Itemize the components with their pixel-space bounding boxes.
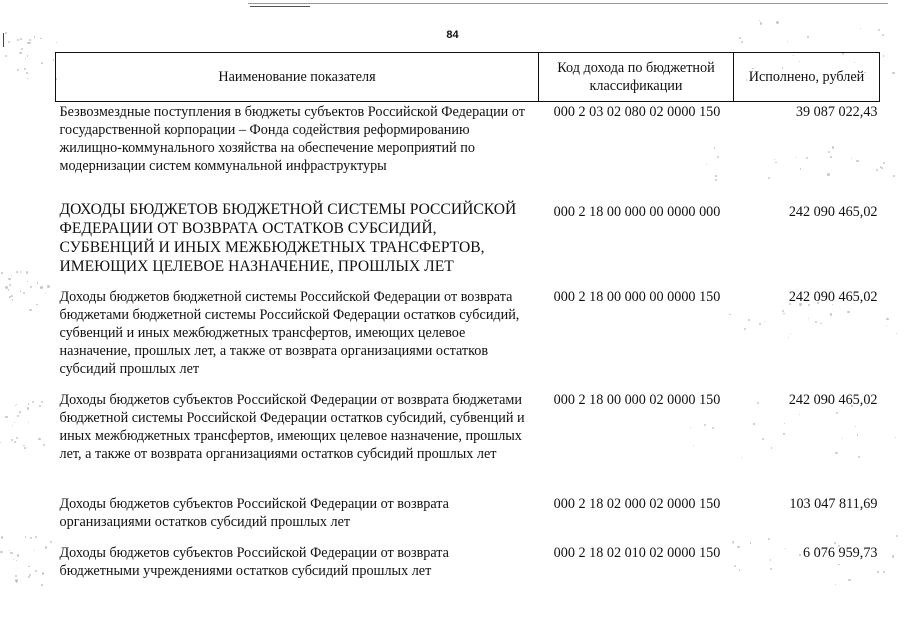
row-indicator-name: Доходы бюджетов субъектов Российской Федерации от возврата бюджетами бюджетной системы Российской Федерации остатков субсидий, субвенций и иных межбюджетных трансфертов, имеющих целевое назначение, прошлых лет, а также от возврата организациями остатков субсидий прошлых лет — [59, 391, 525, 462]
scan-speck — [10, 552, 12, 554]
row-executed-amount: 6 076 959,73 — [803, 544, 878, 561]
scan-speck — [28, 576, 30, 578]
scan-speck — [1, 536, 4, 539]
header-indicator-name: Наименование показателя — [56, 53, 539, 102]
scan-speck — [896, 333, 898, 335]
scan-speck — [16, 437, 18, 439]
scan-speck — [8, 41, 10, 43]
scan-speck — [20, 271, 21, 272]
scan-speck — [0, 551, 3, 554]
scan-speck — [9, 284, 11, 286]
scan-speck — [42, 572, 44, 574]
scan-speck — [16, 271, 18, 273]
row-income-code: 000 2 18 02 000 02 0000 150 — [553, 495, 721, 512]
scan-speck — [25, 58, 26, 59]
table-row — [56, 495, 880, 544]
row-indicator-name: Доходы бюджетов субъектов Российской Федерации от возврата организациями остатков субсидий прошлых лет — [59, 495, 449, 530]
scan-speck — [895, 437, 896, 438]
scan-speck — [883, 55, 885, 57]
income-report-table — [55, 52, 880, 584]
scan-speck — [16, 560, 17, 561]
row-executed-amount: 103 047 811,69 — [789, 495, 878, 512]
scan-speck — [892, 555, 894, 557]
scan-speck — [41, 584, 43, 586]
row-executed-amount: 242 090 465,02 — [788, 391, 878, 408]
scan-speck — [41, 401, 43, 403]
scan-speck — [28, 566, 29, 567]
scan-speck — [776, 21, 778, 23]
scan-speck — [50, 541, 52, 543]
scan-speck — [1, 272, 3, 274]
scan-speck — [5, 286, 7, 288]
scan-speck — [759, 20, 760, 21]
scan-speck — [29, 309, 31, 311]
scan-speck — [28, 42, 30, 44]
row-income-code: 000 2 18 00 000 00 0000 150 — [553, 288, 721, 305]
scan-speck — [17, 69, 19, 71]
row-executed-amount: 242 090 465,02 — [788, 203, 878, 220]
row-income-code: 000 2 03 02 080 02 0000 150 — [553, 104, 721, 120]
scan-speck — [23, 445, 25, 447]
scan-speck — [19, 52, 22, 55]
scan-speck — [8, 289, 9, 290]
scan-speck — [893, 175, 895, 177]
scan-speck — [41, 62, 43, 64]
scan-speck — [45, 293, 47, 295]
scan-speck — [25, 536, 26, 537]
scan-speck — [37, 282, 38, 283]
scan-speck — [12, 299, 14, 301]
row-indicator-name: Доходы бюджетов бюджетной системы Российской Федерации от возврата бюджетами бюджетной системы Российской Федерации остатков субсидий, субвенций и иных межбюджетных трансфертов, имеющих целевое назначение, прошлых лет, а также от возврата организациями остатков субсидий прошлых лет — [59, 288, 520, 377]
scan-speck — [883, 162, 885, 164]
scan-speck — [13, 559, 14, 560]
scan-speck — [8, 278, 10, 280]
scan-speck — [881, 167, 883, 169]
scan-speck — [47, 285, 49, 287]
scan-speck — [19, 411, 21, 413]
scan-speck — [34, 550, 35, 551]
scan-speck — [56, 42, 57, 43]
scan-speck — [892, 72, 895, 75]
table-row — [56, 288, 880, 391]
scan-speck — [14, 422, 15, 423]
header-income-code: Код дохода по бюджетной классификации — [539, 53, 734, 102]
scan-speck — [24, 68, 26, 70]
scan-speck — [20, 290, 21, 291]
scan-speck — [886, 318, 888, 320]
scan-speck — [760, 22, 762, 24]
scan-speck — [883, 571, 885, 573]
row-income-code: 000 2 18 02 010 02 0000 150 — [553, 544, 721, 561]
scan-speck — [40, 286, 43, 289]
scan-speck — [17, 415, 19, 417]
scan-speck — [23, 292, 25, 294]
scan-speck — [11, 275, 12, 276]
scan-speck — [11, 295, 13, 297]
scan-speck — [28, 403, 29, 404]
table-row — [56, 102, 880, 178]
scan-speck — [0, 442, 1, 443]
scan-speck — [30, 537, 32, 539]
row-income-code: 000 2 18 00 000 02 0000 150 — [553, 391, 721, 408]
scan-top-rule — [248, 3, 888, 4]
page-number: 84 — [446, 29, 459, 41]
table-header-row — [56, 53, 880, 102]
scan-speck — [27, 55, 28, 56]
scan-speck — [32, 401, 34, 403]
scan-top-rule-mark — [250, 6, 310, 7]
scan-speck — [45, 546, 48, 549]
scan-speck — [26, 271, 29, 274]
table-row — [56, 544, 880, 584]
row-executed-amount: 242 090 465,02 — [788, 288, 878, 305]
scan-speck — [886, 325, 887, 326]
scan-speck — [16, 404, 17, 405]
scan-speck — [27, 281, 28, 282]
table-row — [56, 200, 880, 288]
scan-speck — [9, 550, 10, 551]
scan-speck — [27, 407, 30, 410]
scan-speck — [15, 405, 16, 406]
scan-speck — [787, 41, 788, 42]
scan-speck — [36, 304, 37, 305]
scan-speck — [11, 439, 13, 441]
scan-speck — [39, 405, 41, 407]
scan-speck — [53, 59, 54, 60]
scan-speck — [21, 48, 23, 50]
scan-speck — [26, 72, 28, 74]
scan-speck — [896, 535, 898, 537]
scan-speck — [12, 425, 13, 426]
scan-speck — [741, 41, 743, 43]
scan-speck — [5, 55, 7, 57]
scan-speck — [17, 554, 19, 556]
scan-speck — [835, 584, 836, 585]
row-indicator-name: Безвозмездные поступления в бюджеты субъектов Российской Федерации от государственной корпорации – Фонда содействия реформированию жилищно-коммунального хозяйства на обеспечение мероприятий по модернизации систем коммунальной инфраструктуры — [59, 104, 525, 174]
scan-speck — [16, 581, 17, 582]
scan-speck — [24, 447, 26, 449]
scan-speck — [35, 570, 37, 572]
table-row — [56, 391, 880, 495]
row-income-code: 000 2 18 00 000 00 0000 000 — [553, 203, 721, 220]
scan-speck — [38, 438, 41, 441]
scan-speck — [15, 575, 17, 577]
scan-speck — [27, 78, 28, 79]
scan-speck — [43, 444, 45, 446]
scan-speck — [30, 286, 32, 288]
scan-speck — [7, 416, 8, 417]
header-executed-amount: Исполнено, рублей — [734, 53, 880, 102]
row-indicator-name: Доходы бюджетов субъектов Российской Федерации от возврата бюджетными учреждениями остатков субсидий прошлых лет — [59, 544, 449, 579]
scan-speck — [28, 422, 29, 423]
scan-speck — [35, 536, 37, 538]
scan-speck — [14, 441, 16, 443]
row-executed-amount: 39 087 022,43 — [795, 104, 878, 120]
row-indicator-name: ДОХОДЫ БЮДЖЕТОВ БЮДЖЕТНОЙ СИСТЕМЫ РОССИЙСКОЙ ФЕДЕРАЦИИ ОТ ВОЗВРАТА ОСТАТКОВ СУБСИДИЙ, СУБВЕНЦИЙ И ИНЫХ МЕЖБЮДЖЕТНЫХ ТРАНСФЕРТОВ, ИМЕЮЩИХ ЦЕЛЕВОЕ НАЗНАЧЕНИЕ, ПРОШЛЫХ ЛЕТ — [59, 200, 517, 275]
